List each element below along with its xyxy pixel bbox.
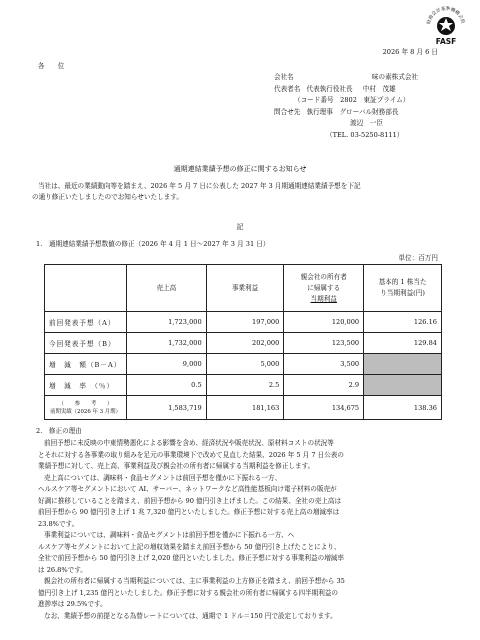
cell-value: 0.5 [126, 375, 206, 396]
row-label: 前回発表予想（A） [45, 312, 127, 333]
cell-value: 120,000 [284, 312, 364, 333]
cell-value: 2.9 [284, 375, 364, 396]
body-line: 好調に推移していることを踏まえ、前回予想から 90 億円引き上げました。この結果、全社の売上高は [38, 496, 342, 505]
cell-value: 1,732,000 [126, 333, 206, 354]
header-net-profit: 親会社の所有者 に帰属する 当期利益 [284, 265, 364, 312]
cell-value: 134,675 [284, 396, 364, 420]
body-line: は 26.8%です。 [38, 565, 87, 574]
body-line: 事業利益については、調味料・食品セグメントは前回予想を僅かに下振れる一方、ヘ [44, 531, 295, 539]
cell-value: 5,000 [206, 354, 284, 375]
addressee: 各 位 [38, 62, 65, 70]
intro-line: の通り修正いたしましたのでお知らせいたします。 [32, 193, 183, 201]
body-line: 前回予想に未反映の中東情勢悪化による影響を含め、経済状況や販売状況、原材料コストの状況等 [44, 439, 334, 447]
table-row [45, 312, 442, 333]
cell-value: 1,583,719 [126, 396, 206, 420]
cell-value: 197,000 [206, 312, 284, 333]
cell-value: 181,163 [206, 396, 284, 420]
section2-heading: 2. 修正の理由 [36, 427, 82, 435]
sender-block [274, 72, 474, 141]
rep-title: 代表執行役社長 [306, 84, 353, 93]
section1-heading: 1. 通期連結業績予想数値の修正（2026 年 4 月 1 日～2027 年 3 月 31 日） [36, 240, 270, 248]
company-line [274, 72, 474, 84]
contact-label: 問合せ先 [274, 107, 301, 116]
cell-empty [364, 354, 442, 375]
table-row [45, 375, 442, 396]
company-label: 会社名 [274, 73, 294, 81]
cell-value: 3,500 [284, 354, 364, 375]
body-line: なお、業績予想の前提となる為替レートについては、通期で 1 ドル＝150 円で設定しております。 [44, 611, 337, 620]
ki-heading: 記 [236, 223, 244, 231]
body-line: 進捗率は 29.5%です。 [38, 600, 107, 608]
contact-line [274, 107, 474, 119]
intro-paragraph [32, 181, 462, 203]
table-row-reference [45, 396, 442, 420]
row-label: 今回発表予想（B） [45, 333, 127, 354]
cell-value: 138.36 [364, 396, 442, 420]
body-line: とそれに対する各事業の取り組みを足元の事業環境下で改めて見直した結果、2026 年 5 月 7 日公表の [38, 450, 344, 459]
body-line: 親会社の所有者に帰属する当期利益については、主に事業利益の上方修正を踏まえ、前回予想から 35 [44, 577, 345, 585]
cell-value: 123,500 [284, 333, 364, 354]
document-title: 通期連結業績予想の修正に関するお知らせ [173, 165, 307, 173]
body-line: ヘルスケア等セグメントにおいて AI、サーバー、ネットワークなど高性能基板向け電子材料の販売が [38, 485, 337, 493]
representative-line [274, 84, 474, 96]
section2-body [38, 438, 470, 622]
body-line: 23.8%です。 [38, 519, 79, 528]
body-line: 売上高については、調味料・食品セグメントは前回予想を僅かに下振れる一方、 [44, 473, 282, 482]
header-eps: 基本的 1 株当た り当期利益(円) [364, 265, 442, 312]
body-line: 前回予想から 90 億円引き上げ 1 兆 7,320 億円といたしました。修正予想に対する売上高の増減率は [38, 508, 340, 516]
contact-title: 執行理事 グローバル財務部長 [306, 107, 399, 116]
body-line: 全社で前回予想から 50 億円引き上げ 2,020 億円といたしました。修正予想に対する事業利益の増減率 [38, 554, 344, 562]
body-line: 億円引き上げ 1,235 億円といたしました。修正予想に対する親会社の所有者に帰属する四半期利益の [38, 588, 339, 597]
cell-value: 1,723,000 [126, 312, 206, 333]
rep-name: 中村 茂雄 [362, 84, 396, 93]
cell-value: 9,000 [126, 354, 206, 375]
unit-label: 単位：百万円 [398, 254, 438, 262]
header-sales: 売上高 [126, 265, 206, 312]
header-business-profit: 事業利益 [206, 265, 284, 312]
stock-code: （コード番号 2802 東証プライム） [294, 96, 410, 104]
table-row [45, 333, 442, 354]
row-label: 増 減 率 （％） [45, 375, 127, 396]
document-date: 2026 年 8 月 6 日 [382, 48, 438, 56]
header-empty [45, 265, 127, 312]
company-name: 味の素株式会社 [371, 73, 419, 81]
cell-empty [364, 375, 442, 396]
table-row [45, 354, 442, 375]
cell-value: 202,000 [206, 333, 284, 354]
rep-label: 代表者名 [274, 84, 301, 93]
fasf-logo [424, 4, 468, 46]
svg-text:財務会計基準機構会員: 財務会計基準機構会員 [426, 6, 465, 25]
cell-value: 126.16 [364, 312, 442, 333]
forecast-table [44, 264, 442, 420]
body-line: 業績予想に対して、売上高、事業利益及び親会社の所有者に帰属する当期利益を修正します。 [38, 462, 315, 470]
contact-tel: （TEL. 03-5250-8111） [326, 130, 404, 139]
intro-line: 当社は、最近の業績動向等を踏まえ、2026 年 5 月 7 日に公表した 2027 年 3 月期通期連結業績予想を下記 [38, 182, 361, 190]
cell-value: 129.84 [364, 333, 442, 354]
row-label: 増 減 額（B－A） [45, 354, 127, 375]
row-label: （ 参 考 ） 前期実績（2026 年 3 月期） [45, 396, 127, 420]
cell-value: 2.5 [206, 375, 284, 396]
body-line: ルスケア等セグメントにおいて上記の増収効果を踏まえ前回予想から 50 億円引き上げたことにより、 [38, 542, 341, 551]
svg-text:FASF: FASF [435, 37, 457, 46]
contact-name: 渡辺 一臣 [350, 119, 383, 127]
table-header-row [45, 265, 442, 312]
